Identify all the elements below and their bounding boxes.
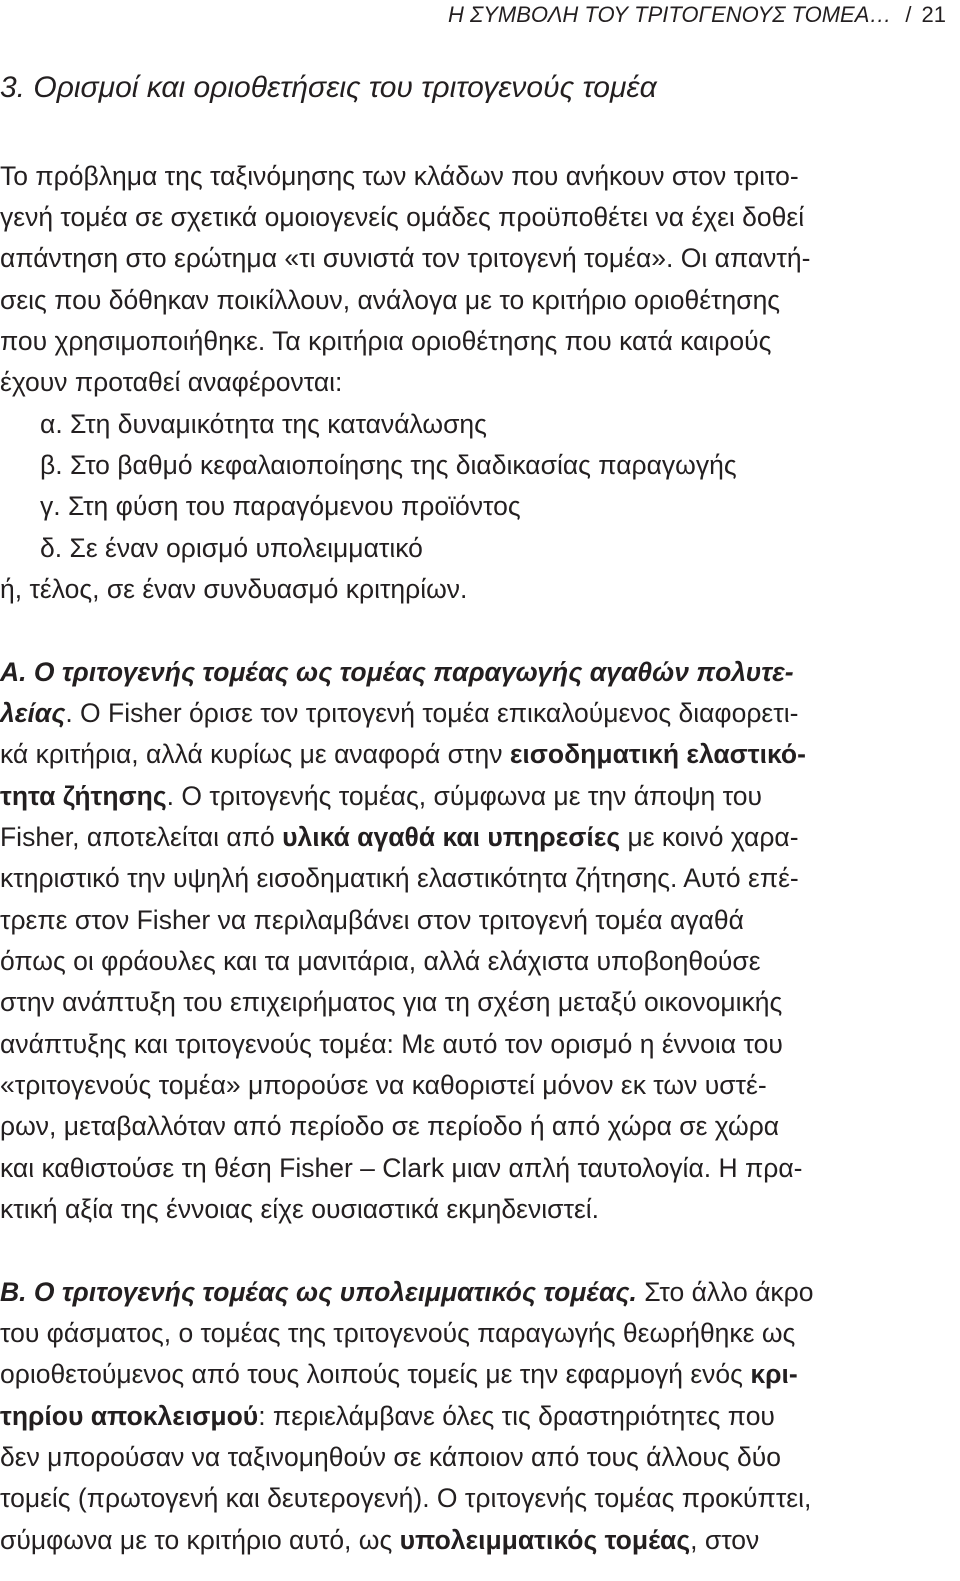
paragraph-line: κτική αξία της έννοιας είχε ουσιαστικά εκμηδενιστεί. xyxy=(0,1194,600,1224)
paragraph-line: και καθιστούσε τη θέση Fisher – Clark μιαν απλή ταυτολογία. Η πρα- xyxy=(0,1153,803,1183)
criteria-item: α. Στη δυναμικότητα της κατανάλωσης xyxy=(40,409,487,439)
paragraph-line: έχουν προταθεί αναφέρονται: xyxy=(0,367,343,397)
running-title: Η ΣΥΜΒΟΛΗ ΤΟΥ ΤΡΙΤΟΓΕΝΟΥΣ ΤΟΜΕΑ… xyxy=(448,2,892,27)
paragraph-line: σεις που δόθηκαν ποικίλλουν, ανάλογα με το κριτήριο οριοθέτησης xyxy=(0,285,781,315)
criteria-item: γ. Στη φύση του παραγόμενου προϊόντος xyxy=(40,491,521,521)
key-term: υλικά αγαθά και υπηρεσίες xyxy=(282,822,621,852)
section-a-heading-end: λείας xyxy=(0,698,66,728)
header-separator: / xyxy=(905,2,912,27)
paragraph-line: τηρίου αποκλεισμού: περιελάμβανε όλες τις δραστηριότητες που xyxy=(0,1401,775,1431)
paragraph-line: τρεπε στον Fisher να περιλαμβάνει στον τριτογενή τομέα αγαθά xyxy=(0,905,744,935)
section-a-heading: Α. Ο τριτογενής τομέας ως τομέας παραγωγής αγαθών πολυτε- xyxy=(0,657,794,687)
key-term: κρι- xyxy=(750,1359,798,1389)
section-title: 3. Ορισμοί και οριοθετήσεις του τριτογενούς τομέα xyxy=(0,71,657,104)
paragraph-line: στην ανάπτυξη του επιχειρήματος για τη σχέση μεταξύ οικονομικής xyxy=(0,987,783,1017)
paragraph-line: όπως οι φράουλες και τα μανιτάρια, αλλά ελάχιστα υποβοηθούσε xyxy=(0,946,761,976)
paragraph-line: οριοθετούμενος από τους λοιπούς τομείς με την εφαρμογή ενός κρι- xyxy=(0,1359,798,1389)
key-term: τητα ζήτησης xyxy=(0,781,167,811)
paragraph-line: ρων, μεταβαλλόταν από περίοδο σε περίοδο ή από χώρα σε χώρα xyxy=(0,1111,780,1141)
paragraph-line: που χρησιμοποιήθηκε. Τα κριτήρια οριοθέτησης που κατά καιρούς xyxy=(0,326,772,356)
section-b-heading: Β. Ο τριτογενής τομέας ως υπολειμματικός τομέας. xyxy=(0,1277,637,1307)
key-term: τηρίου αποκλεισμού xyxy=(0,1401,259,1431)
paragraph-line: «τριτογενούς τομέα» μπορούσε να καθοριστεί μόνον εκ των υστέ- xyxy=(0,1070,767,1100)
key-term: εισοδηματική ελαστικό- xyxy=(509,739,806,769)
criteria-item: β. Στο βαθμό κεφαλαιοποίησης της διαδικασίας παραγωγής xyxy=(40,450,737,480)
paragraph-line: Το πρόβλημα της ταξινόμησης των κλάδων που ανήκουν στον τριτο- xyxy=(0,161,799,191)
paragraph-line: ανάπτυξης και τριτογενούς τομέα: Με αυτό τον ορισμό η έννοια του xyxy=(0,1029,783,1059)
key-term: υπολειμματικός τομέας xyxy=(399,1525,691,1555)
paragraph-line: Fisher, αποτελείται από υλικά αγαθά και υπηρεσίες με κοινό χαρα- xyxy=(0,822,799,852)
criteria-conclusion: ή, τέλος, σε έναν συνδυασμό κριτηρίων. xyxy=(0,574,468,604)
paragraph-line: λείας. Ο Fisher όρισε τον τριτογενή τομέα επικαλούμενος διαφορετι- xyxy=(0,698,799,728)
paragraph-line: του φάσματος, ο τομέας της τριτογενούς παραγωγής θεωρήθηκε ως xyxy=(0,1318,796,1348)
page-number: 21 xyxy=(921,2,946,27)
paragraph-line: απάντηση στο ερώτημα «τι συνιστά τον τριτογενή τομέα». Οι απαντή- xyxy=(0,243,811,273)
paragraph-line: γενή τομέα σε σχετικά ομοιογενείς ομάδες προϋποθέτει να έχει δοθεί xyxy=(0,202,805,232)
criteria-item: δ. Σε έναν ορισμό υπολειμματικό xyxy=(40,533,423,563)
paragraph-line: δεν μπορούσαν να ταξινομηθούν σε κάποιον από τους άλλους δύο xyxy=(0,1442,781,1472)
paragraph-line: Β. Ο τριτογενής τομέας ως υπολειμματικός τομέας. Στο άλλο άκρο xyxy=(0,1277,814,1307)
running-header xyxy=(448,0,946,30)
paragraph-line: τομείς (πρωτογενή και δευτερογενή). Ο τριτογενής τομέας προκύπτει, xyxy=(0,1483,812,1513)
paragraph-line: κτηριστικό την υψηλή εισοδηματική ελαστικότητα ζήτησης. Αυτό επέ- xyxy=(0,863,799,893)
paragraph-line: τητα ζήτησης. Ο τριτογενής τομέας, σύμφωνα με την άποψη του xyxy=(0,781,762,811)
paragraph-line: κά κριτήρια, αλλά κυρίως με αναφορά στην εισοδηματική ελαστικό- xyxy=(0,739,806,769)
paragraph-line: σύμφωνα με το κριτήριο αυτό, ως υπολειμματικός τομέας, στον xyxy=(0,1525,760,1555)
